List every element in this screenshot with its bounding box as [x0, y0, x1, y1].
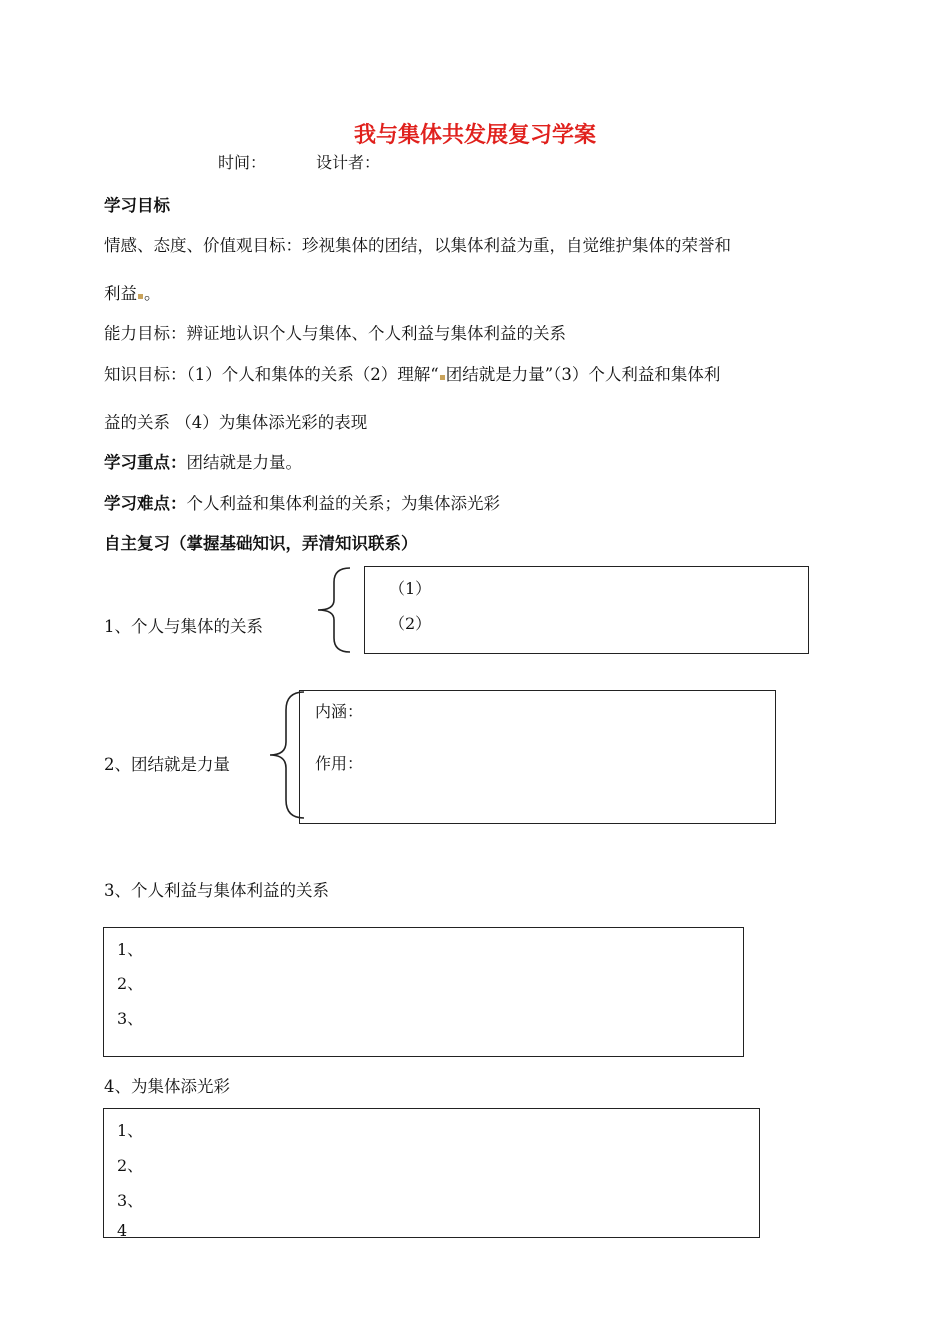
key-point-label: 学习重点： [104, 453, 187, 472]
left-brace-icon [312, 566, 352, 654]
knowledge-goal-line1 [104, 361, 720, 385]
difficulty-text: 个人利益和集体利益的关系；为集体添光彩 [186, 494, 500, 513]
section4-box [103, 1108, 760, 1238]
goals-heading: 学习目标 [104, 196, 170, 215]
section1-label: 1、个人与集体的关系 [104, 617, 263, 636]
section4-item-3: 3、 [117, 1191, 144, 1210]
knowledge-goal-part-b: 团结就是力量”（3）个人利益和集体利 [445, 365, 721, 384]
difficulty [104, 490, 500, 514]
section4-item-4: 4 [117, 1221, 128, 1238]
section3-item-3: 3、 [117, 1009, 144, 1028]
ability-goal: 能力目标：辨证地认识个人与集体、个人利益与集体利益的关系 [104, 324, 566, 343]
key-point [104, 449, 302, 473]
section4-label: 4、为集体添光彩 [104, 1077, 230, 1096]
knowledge-goal-line2: 益的关系 （4）为集体添光彩的表现 [104, 413, 368, 432]
section2-item-connotation: 内涵： [315, 702, 364, 721]
key-point-text: 团结就是力量。 [186, 453, 302, 472]
section4-item-1: 1、 [117, 1121, 144, 1140]
knowledge-goal-part-a: 知识目标：（1）个人和集体的关系（2）理解“ [104, 365, 439, 384]
edit-mark [138, 294, 143, 299]
edit-mark [440, 375, 445, 380]
section3-item-1: 1、 [117, 940, 144, 959]
section1-item-1: （1） [389, 579, 432, 598]
section4-item-2: 2、 [117, 1156, 144, 1175]
emotion-goal-line2-end: 。 [144, 284, 161, 303]
page-title: 我与集体共发展复习学案 [353, 123, 596, 148]
section1-item-2: （2） [389, 614, 432, 633]
section2-item-function: 作用： [315, 754, 364, 773]
emotion-goal-line2-text: 利益 [104, 284, 137, 303]
emotion-goal-line1: 情感、态度、价值观目标：珍视集体的团结，以集体利益为重，自觉维护集体的荣誉和 [104, 236, 731, 255]
designer-label: 设计者： [316, 153, 381, 172]
review-heading: 自主复习（掌握基础知识，弄清知识联系） [104, 534, 418, 553]
difficulty-label: 学习难点： [104, 494, 187, 513]
section1-box [364, 566, 809, 654]
section2-box [299, 690, 776, 824]
section3-item-2: 2、 [117, 974, 144, 993]
section3-box [103, 927, 744, 1057]
time-label: 时间： [218, 153, 267, 172]
section2-label: 2、团结就是力量 [104, 755, 230, 774]
section3-label: 3、个人利益与集体利益的关系 [104, 881, 329, 900]
emotion-goal-line2 [104, 280, 161, 304]
